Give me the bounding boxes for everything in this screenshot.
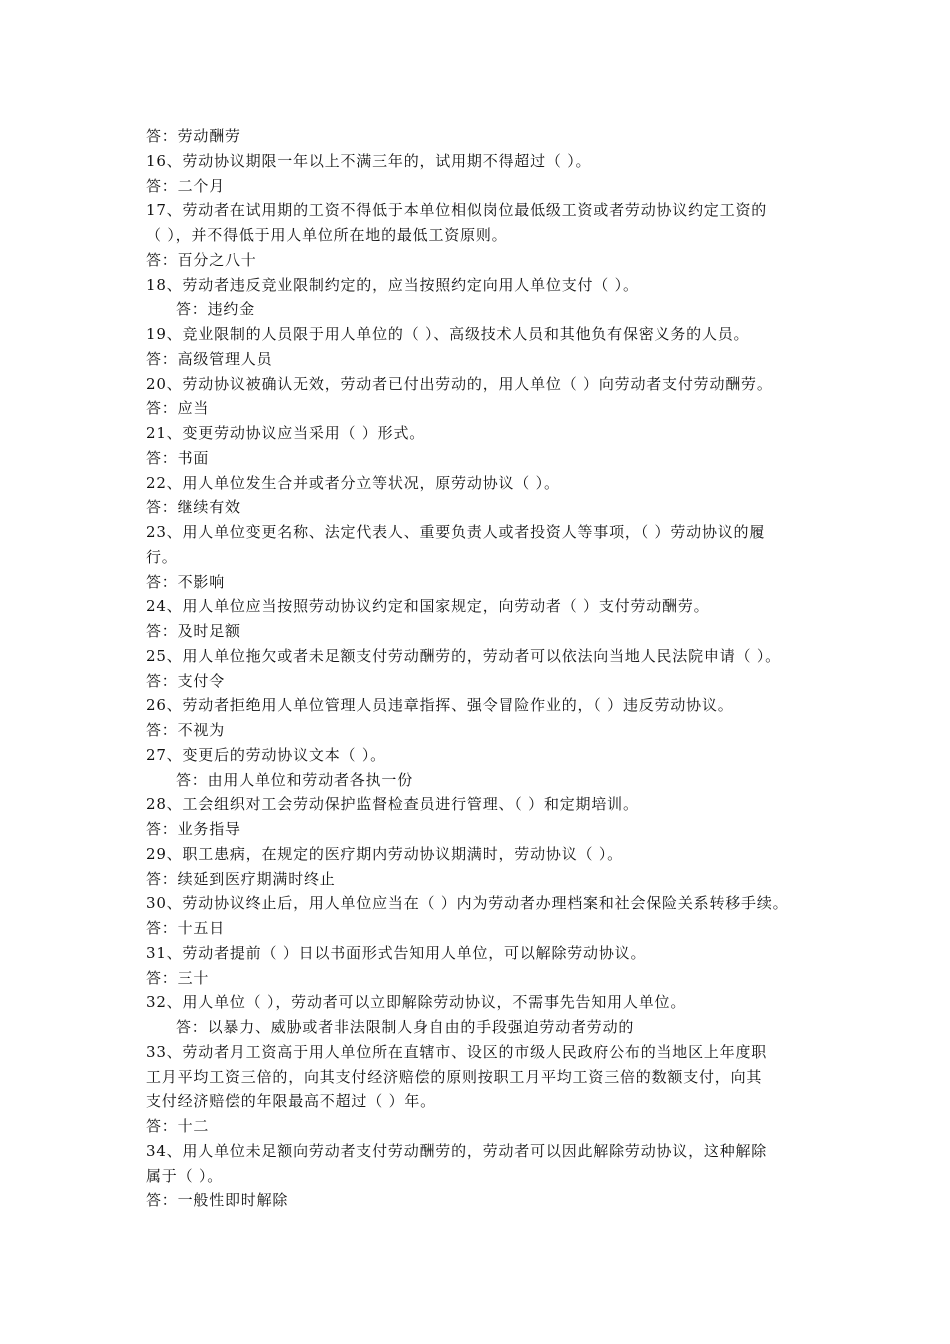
text-line: 答：由用人单位和劳动者各执一份 — [176, 770, 414, 789]
text-line: 27、变更后的劳动协议文本（ ）。 — [146, 745, 386, 764]
text-line: 答：劳动酬劳 — [146, 127, 241, 145]
text-line: 25、用人单位拖欠或者未足额支付劳动酬劳的，劳动者可以依法向当地人民法院申请（ ）。 — [146, 646, 781, 665]
text-line: 答：十五日 — [146, 919, 226, 937]
text-line: （ ），并不得低于用人单位所在地的最低工资原则。 — [146, 226, 508, 244]
text-line: 答：续延到医疗期满时终止 — [146, 869, 336, 888]
text-line: 答：违约金 — [176, 300, 256, 319]
text-line: 属于（ ）。 — [146, 1166, 224, 1185]
text-line: 19、竞业限制的人员限于用人单位的（ ）、高级技术人员和其他负有保密义务的人员。 — [146, 325, 750, 343]
text-line: 答：业务指导 — [146, 820, 241, 838]
text-line: 答：继续有效 — [146, 498, 241, 517]
text-line: 32、用人单位（ ），劳动者可以立即解除劳动协议，不需事先告知用人单位。 — [146, 993, 687, 1012]
text-line: 行。 — [146, 547, 178, 566]
text-line: 答：及时足额 — [146, 622, 241, 640]
text-line: 16、劳动协议期限一年以上不满三年的，试用期不得超过（ ）。 — [146, 151, 592, 170]
text-line: 答：应当 — [146, 399, 210, 418]
text-line: 18、劳动者违反竞业限制约定的，应当按照约定向用人单位支付（ ）。 — [146, 275, 639, 294]
text-line: 17、劳动者在试用期的工资不得低于本单位相似岗位最低级工资或者劳动协议约定工资的 — [146, 201, 768, 220]
text-line: 26、劳动者拒绝用人单位管理人员违章指挥、强令冒险作业的，（ ）违反劳动协议。 — [146, 696, 734, 715]
text-line: 答：百分之八十 — [146, 250, 257, 269]
text-line: 支付经济赔偿的年限最高不超过（ ）年。 — [146, 1092, 436, 1111]
document-body — [146, 124, 836, 1213]
text-line: 答：不视为 — [146, 721, 226, 739]
text-line: 23、用人单位变更名称、法定代表人、重要负责人或者投资人等事项，（ ）劳动协议的履 — [146, 523, 766, 541]
text-line: 答：不影响 — [146, 572, 226, 591]
text-line: 答：二个月 — [146, 176, 226, 195]
text-line: 24、用人单位应当按照劳动协议约定和国家规定，向劳动者（ ）支付劳动酬劳。 — [146, 597, 710, 616]
text-line: 30、劳动协议终止后，用人单位应当在（ ）内为劳动者办理档案和社会保险关系转移手续。 — [146, 894, 789, 913]
text-line: 答：十二 — [146, 1117, 210, 1135]
text-line: 答：三十 — [146, 968, 210, 987]
text-line: 33、劳动者月工资高于用人单位所在直辖市、设区的市级人民政府公布的当地区上年度职 — [146, 1042, 768, 1061]
text-line: 答：以暴力、威胁或者非法限制人身自由的手段强迫劳动者劳动的 — [176, 1018, 635, 1036]
text-line: 34、用人单位未足额向劳动者支付劳动酬劳的，劳动者可以因此解除劳动协议，这种解除 — [146, 1141, 768, 1160]
text-line: 31、劳动者提前（ ）日以书面形式告知用人单位，可以解除劳动协议。 — [146, 943, 647, 962]
text-line: 21、变更劳动协议应当采用（ ）形式。 — [146, 424, 426, 442]
text-line: 答：高级管理人员 — [146, 349, 273, 368]
text-line: 答：书面 — [146, 448, 210, 467]
text-line: 答：一般性即时解除 — [146, 1191, 289, 1210]
text-line: 20、劳动协议被确认无效，劳动者已付出劳动的，用人单位（ ）向劳动者支付劳动酬劳。 — [146, 374, 773, 393]
text-line: 22、用人单位发生合并或者分立等状况，原劳动协议（ ）。 — [146, 473, 560, 492]
text-line: 29、职工患病，在规定的医疗期内劳动协议期满时，劳动协议（ ）。 — [146, 844, 623, 863]
text-line: 28、工会组织对工会劳动保护监督检查员进行管理、（ ）和定期培训。 — [146, 795, 639, 814]
text-line: 答：支付令 — [146, 671, 226, 690]
text-line: 工月平均工资三倍的，向其支付经济赔偿的原则按职工月平均工资三倍的数额支付，向其 — [146, 1067, 763, 1086]
